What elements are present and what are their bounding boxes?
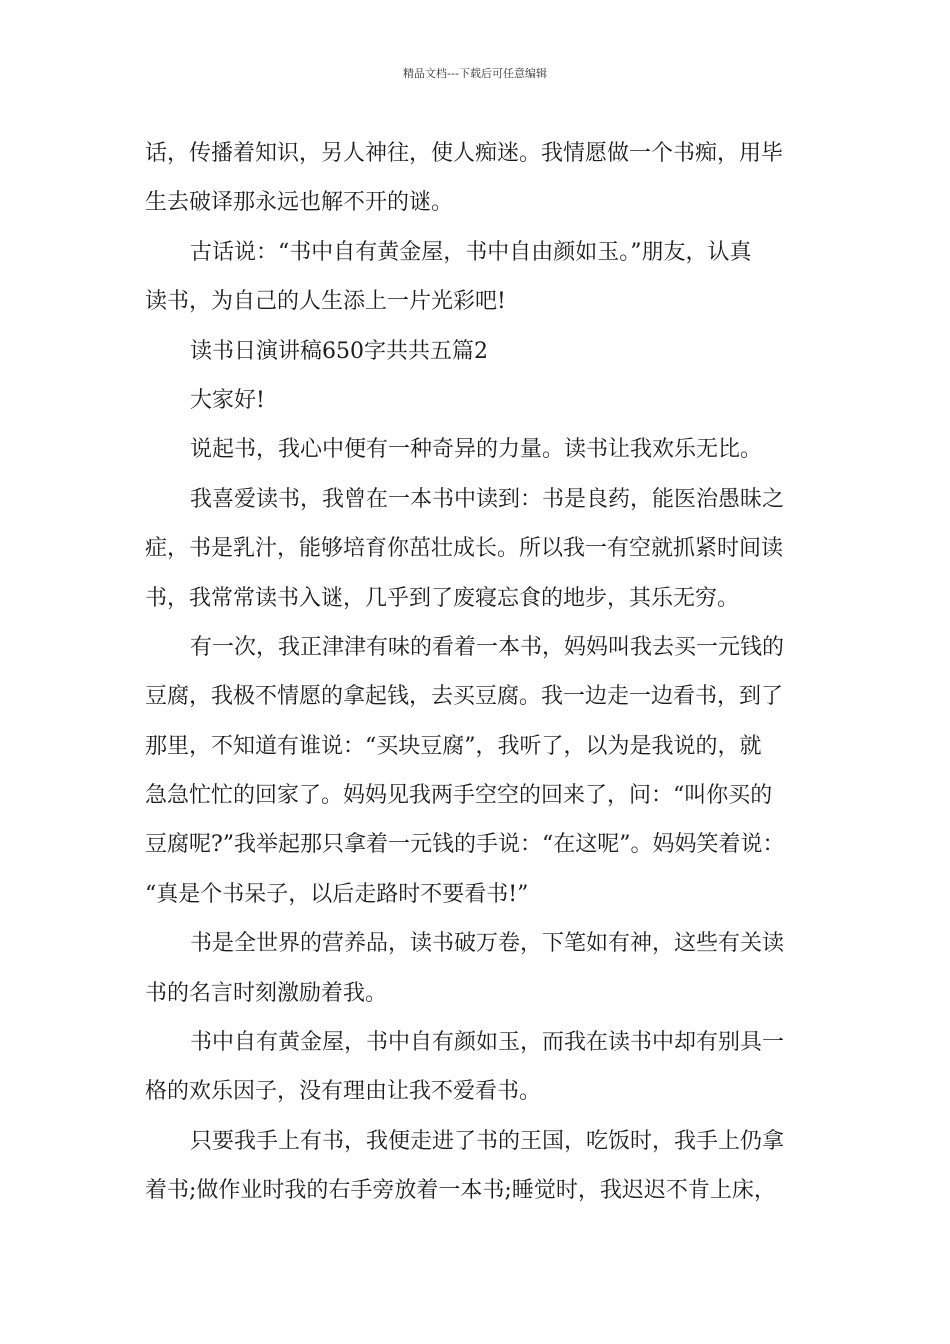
text-line: 豆腐，我极不情愿的拿起钱，去买豆腐。我一边走一边看书，到了 [145, 684, 784, 710]
text-line: 豆腐呢?”我举起那只拿着一元钱的手说：“在这呢”。妈妈笑着说： [145, 832, 785, 858]
page-header: 精品文档---下载后可任意编辑 [403, 67, 547, 80]
text-line: 书的名言时刻激励着我。 [145, 980, 388, 1006]
text-line: 我喜爱读书，我曾在一本书中读到：书是良药，能医治愚昧之 [190, 486, 785, 512]
text-line: 书中自有黄金屋，书中自有颜如玉，而我在读书中却有别具一 [190, 1030, 785, 1056]
text-line: 大家好! [190, 387, 265, 413]
text-line: 书是全世界的营养品，读书破万卷，下笔如有神，这些有关读 [190, 931, 785, 957]
text-line: 书，我常常读书入谜，几乎到了废寝忘食的地步，其乐无穷。 [145, 585, 740, 611]
text-line: 着书;做作业时我的右手旁放着一本书;睡觉时，我迟迟不肯上床， [145, 1178, 776, 1204]
text-line: 症，书是乳汁，能够培育你茁壮成长。所以我一有空就抓紧时间读 [145, 536, 784, 562]
text-line: 急急忙忙的回家了。妈妈见我两手空空的回来了，问：“叫你买的 [145, 783, 773, 809]
text-line: 生去破译那永远也解不开的谜。 [145, 190, 454, 216]
text-line: 话，传播着知识，另人神往，使人痴迷。我情愿做一个书痴，用毕 [145, 141, 784, 166]
text-line: 那里，不知道有谁说：“买块豆腐”，我听了，以为是我说的，就 [145, 733, 762, 759]
text-line: 有一次，我正津津有味的看着一本书，妈妈叫我去买一元钱的 [190, 634, 785, 660]
text-line: 只要我手上有书，我便走进了书的王国，吃饭时，我手上仍拿 [190, 1128, 785, 1154]
text-line: 说起书，我心中便有一种奇异的力量。读书让我欢乐无比。 [190, 437, 763, 463]
section-title: 读书日演讲稿650字共共五篇2 [190, 338, 488, 364]
text-line: 读书，为自己的人生添上一片光彩吧! [145, 289, 506, 315]
text-line: 格的欢乐因子，没有理由让我不爱看书。 [145, 1079, 542, 1105]
document-body [145, 129, 813, 1216]
text-line: “真是个书呆子，以后走路时不要看书!” [145, 881, 529, 907]
text-line: 古话说：“书中自有黄金屋，书中自由颜如玉。”朋友，认真 [190, 239, 752, 265]
